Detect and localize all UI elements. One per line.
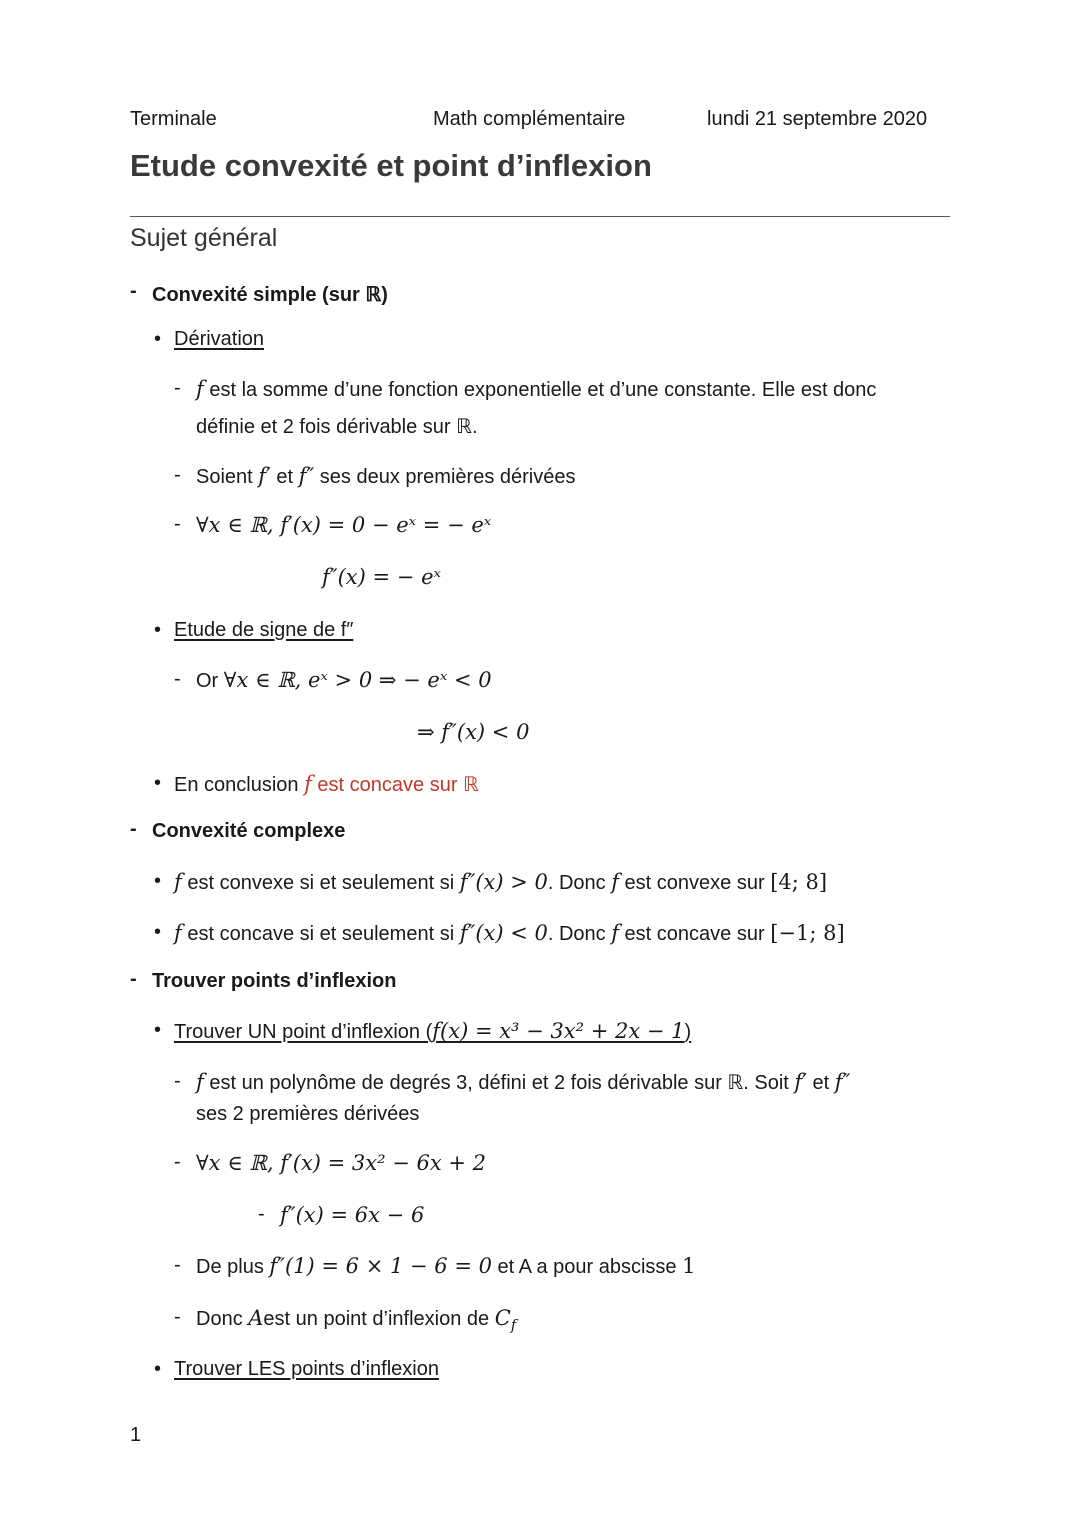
text: Soient (196, 466, 259, 488)
text: est convexe si et seulement si (181, 872, 460, 894)
math-fsecond: f″ (834, 1070, 851, 1094)
dash-marker: - (130, 818, 137, 840)
dash-marker: - (174, 1306, 181, 1328)
math-sign: ∀x ∈ ℝ, eˣ > 0 ⇒ − eˣ < 0 (223, 668, 492, 692)
heading-text: Convexité complexe (152, 820, 346, 842)
math-fprime: f′ (258, 464, 271, 488)
section-heading-convexite-simple (130, 280, 388, 307)
bullet-sign-study (154, 619, 354, 642)
math-derivative-1: ∀x ∈ ℝ, f′(x) = 0 − eˣ = − eˣ (196, 513, 492, 537)
math-fsecond: f″ (298, 464, 315, 488)
math-derivative-2: f″(x) = 6x − 6 (280, 1203, 425, 1227)
text: est un polynôme de degrés 3, défini et 2 fois dérivable sur ℝ. Soit (203, 1072, 795, 1094)
text: . Donc (547, 872, 612, 894)
page-title: Etude convexité et point d’inflexion (130, 148, 652, 183)
dash-marker: - (174, 377, 181, 399)
dash-marker: - (174, 668, 181, 690)
header-subject: Math complémentaire (433, 108, 626, 130)
dash-marker: - (130, 280, 137, 302)
math-f: f (196, 1070, 204, 1094)
dash-marker: - (174, 464, 181, 486)
math-f: f (196, 377, 204, 401)
list-item-inflexion-4 (174, 1306, 517, 1334)
header-level: Terminale (130, 108, 217, 130)
bullet-concave (154, 921, 845, 946)
text: ses deux premières dérivées (314, 466, 576, 488)
math-f: f (174, 870, 182, 894)
text: est concave sur (619, 923, 771, 945)
list-item-inflexion-1-cont: ses 2 premières dérivées (196, 1103, 420, 1125)
un-point-label (174, 1021, 691, 1043)
dash-marker: - (258, 1203, 265, 1225)
math-f: f (174, 921, 182, 945)
list-item-inflexion-2 (174, 1151, 487, 1176)
dash-marker: - (174, 1151, 181, 1173)
math-curve-subscript: f (510, 1316, 517, 1334)
bullet-icon: • (154, 772, 162, 794)
bullet-un-point (154, 1019, 692, 1044)
dash-marker: - (174, 1254, 181, 1276)
text: est la somme d’une fonction exponentielle et d’une constante. Elle est donc (203, 379, 877, 401)
list-item-derivation-3 (174, 513, 492, 538)
text: et (270, 466, 299, 488)
math-curve: C (494, 1306, 511, 1330)
bullet-les-points (154, 1358, 439, 1381)
dash-marker: - (174, 1070, 181, 1092)
section-heading-points-inflexion (130, 968, 397, 993)
math-abscissa: 1 (682, 1254, 696, 1278)
bullet-icon: • (154, 1358, 162, 1380)
list-item-derivation-1-cont: définie et 2 fois dérivable sur ℝ. (196, 416, 478, 438)
math-interval: [4; 8] (770, 870, 828, 894)
bullet-icon: • (154, 328, 162, 350)
math-condition: f″(x) < 0 (459, 921, 548, 945)
bullet-convexe (154, 870, 828, 895)
list-item-inflexion-3 (174, 1254, 696, 1279)
math-point-a: A (248, 1306, 264, 1330)
math-interval: [−1; 8] (770, 921, 845, 945)
heading-text: Convexité simple (sur ℝ) (152, 284, 388, 306)
text: est convexe sur (619, 872, 771, 894)
bullet-icon: • (154, 619, 162, 641)
sign-study-label: Etude de signe de f″ (174, 619, 354, 641)
math-function: f(x) = x³ − 3x² + 2x − 1 (432, 1019, 685, 1043)
text: est un point d’inflexion de (263, 1308, 495, 1330)
text: Or (196, 670, 224, 692)
math-f: f (611, 921, 619, 945)
list-item-derivation-1 (174, 377, 877, 402)
text: et A a pour abscisse (491, 1256, 683, 1278)
section-heading-convexite-complexe (130, 818, 346, 843)
heading-text: Trouver points d’inflexion (152, 970, 397, 992)
derivation-label: Dérivation (174, 328, 265, 350)
bullet-icon: • (154, 1019, 162, 1041)
math-derivative-1: ∀x ∈ ℝ, f′(x) = 3x² − 6x + 2 (196, 1151, 487, 1175)
bullet-icon: • (154, 870, 162, 892)
section-subtitle: Sujet général (130, 224, 278, 252)
math-derivative-2: f″(x) = − eˣ (322, 565, 441, 589)
text: et (806, 1072, 835, 1094)
text: ) (684, 1021, 692, 1043)
list-item-inflexion-1 (174, 1070, 851, 1095)
dash-marker: - (130, 968, 137, 990)
bullet-conclusion (154, 772, 479, 797)
conclusion-highlight: est concave sur ℝ (311, 774, 479, 796)
list-item-sign-1 (174, 668, 492, 693)
text: Trouver UN point d’inflexion ( (174, 1021, 433, 1043)
math-fprime: f′ (794, 1070, 807, 1094)
math-f: f (611, 870, 619, 894)
text: . Donc (547, 923, 612, 945)
list-item-derivation-2 (174, 464, 576, 489)
math-evaluation: f″(1) = 6 × 1 − 6 = 0 (269, 1254, 492, 1278)
list-item-inflexion-2b (258, 1203, 425, 1228)
math-f: f (304, 772, 312, 796)
text: est concave si et seulement si (181, 923, 460, 945)
title-divider (130, 216, 950, 217)
math-sign-result: ⇒ f″(x) < 0 (417, 720, 530, 744)
text: De plus (196, 1256, 270, 1278)
text: En conclusion (174, 774, 305, 796)
les-points-label: Trouver LES points d’inflexion (174, 1358, 439, 1380)
bullet-derivation (154, 328, 265, 351)
header-date: lundi 21 septembre 2020 (707, 108, 928, 130)
page-number: 1 (130, 1424, 142, 1446)
math-condition: f″(x) > 0 (459, 870, 548, 894)
text: Donc (196, 1308, 249, 1330)
dash-marker: - (174, 513, 181, 535)
bullet-icon: • (154, 921, 162, 943)
